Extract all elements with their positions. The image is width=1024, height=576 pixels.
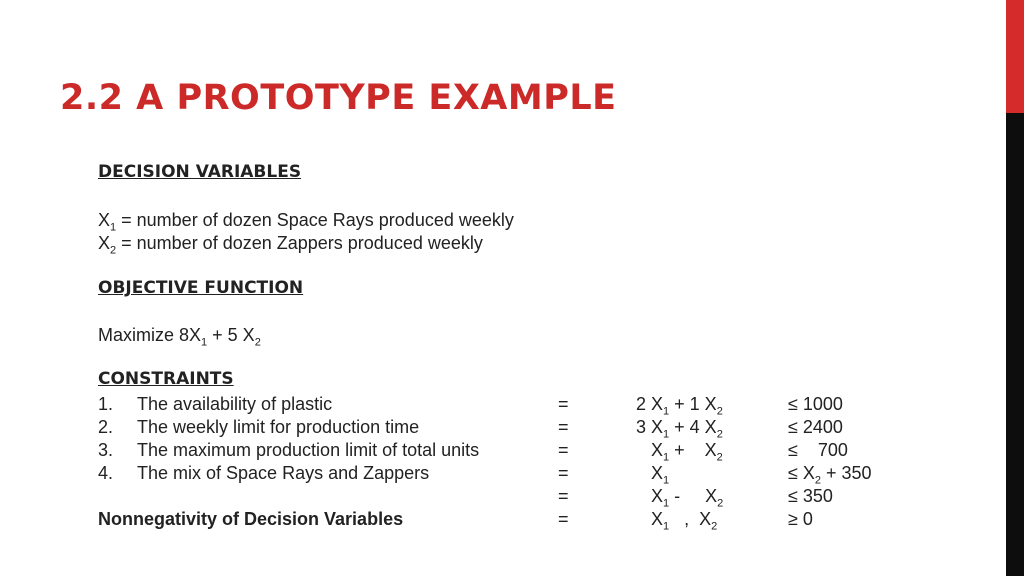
constraint-equals: =: [558, 440, 569, 460]
constraint-number: 3.: [98, 440, 114, 460]
constraint-label: The availability of plastic: [137, 394, 333, 414]
variable-subscript: 2: [110, 244, 117, 257]
expression-term: 3 X: [636, 417, 664, 437]
constraint-expression: [636, 439, 723, 464]
expression-term: + 1 X: [669, 394, 717, 414]
variable-symbol: X: [98, 233, 111, 253]
constraint-number: 1.: [98, 394, 114, 414]
constraint-expression: [636, 462, 670, 487]
rhs-term: ≤ X: [788, 463, 815, 483]
constraint-row: [0, 439, 1000, 462]
constraint-label: The mix of Space Rays and Zappers: [137, 463, 430, 483]
sidebar-accent-top: [1006, 0, 1024, 113]
constraint-label: The weekly limit for production time: [137, 417, 420, 437]
objective-subscript-1: 1: [201, 336, 208, 349]
rhs-term: + 350: [821, 463, 872, 483]
variable-subscript: 1: [110, 221, 117, 234]
constraint-rhs: [788, 462, 872, 487]
constraint-rhs: ≤ 350: [788, 486, 833, 506]
expression-term: - X: [669, 486, 718, 506]
nonnegativity-label: Nonnegativity of Decision Variables: [98, 509, 404, 529]
constraint-equals: =: [558, 486, 569, 506]
variable-description: = number of dozen Space Rays produced weekly: [116, 210, 514, 230]
objective-function-heading: OBJECTIVE FUNCTION: [98, 278, 304, 298]
slide-title: 2.2 A PROTOTYPE EXAMPLE: [60, 78, 617, 118]
constraint-expression: [636, 393, 723, 418]
expression-subscript: 1: [663, 451, 670, 464]
constraint-expression: [636, 416, 723, 441]
expression-term: X: [636, 486, 664, 506]
objective-prefix: Maximize 8X: [98, 325, 202, 345]
constraint-number: 4.: [98, 463, 114, 483]
expression-term: + 4 X: [669, 417, 717, 437]
constraint-expression: [636, 485, 724, 510]
expression-subscript: 1: [663, 474, 670, 487]
constraint-rhs: ≤ 1000: [788, 394, 843, 414]
constraint-row: [0, 462, 1000, 485]
constraint-row: [0, 416, 1000, 439]
constraint-number: 2.: [98, 417, 114, 437]
decision-variable-x1: [98, 209, 514, 234]
nonnegativity-equals: =: [558, 509, 569, 529]
constraint-equals: =: [558, 394, 569, 414]
constraint-rhs: ≤ 2400: [788, 417, 843, 437]
variable-description: = number of dozen Zappers produced weekly: [116, 233, 483, 253]
expression-term: + X: [669, 440, 717, 460]
expression-subscript: 2: [717, 497, 724, 510]
constraint-label: The maximum production limit of total units: [137, 440, 480, 460]
decision-variables-heading: DECISION VARIABLES: [98, 162, 302, 182]
constraint-equals: =: [558, 463, 569, 483]
expression-subscript: 1: [663, 428, 670, 441]
expression-term: X: [636, 463, 664, 483]
constraints-heading: CONSTRAINTS: [98, 369, 234, 389]
expression-subscript: 2: [716, 451, 723, 464]
constraint-row: [0, 485, 1000, 508]
objective-middle: + 5 X: [207, 325, 255, 345]
constraint-rhs: ≤ 700: [788, 440, 848, 460]
objective-subscript-2: 2: [254, 336, 261, 349]
nonnegativity-rhs: ≥ 0: [788, 509, 813, 529]
nonnegativity-expression: [636, 508, 718, 533]
expression-subscript: 1: [663, 405, 670, 418]
expression-term: X: [636, 509, 664, 529]
objective-function-expression: [98, 324, 261, 349]
expression-subscript: 1: [663, 497, 670, 510]
expression-subscript: 2: [716, 405, 723, 418]
expression-subscript: 2: [716, 428, 723, 441]
rhs-subscript: 2: [814, 474, 822, 487]
decision-variable-x2: [98, 232, 483, 257]
constraint-row: [0, 393, 1000, 416]
expression-subscript: 2: [711, 520, 718, 533]
constraint-equals: =: [558, 417, 569, 437]
expression-term: 2 X: [636, 394, 664, 414]
variable-symbol: X: [98, 210, 111, 230]
expression-term: X: [636, 440, 664, 460]
nonnegativity-row: [0, 508, 1000, 531]
expression-term: , X: [669, 509, 712, 529]
expression-subscript: 1: [663, 520, 670, 533]
